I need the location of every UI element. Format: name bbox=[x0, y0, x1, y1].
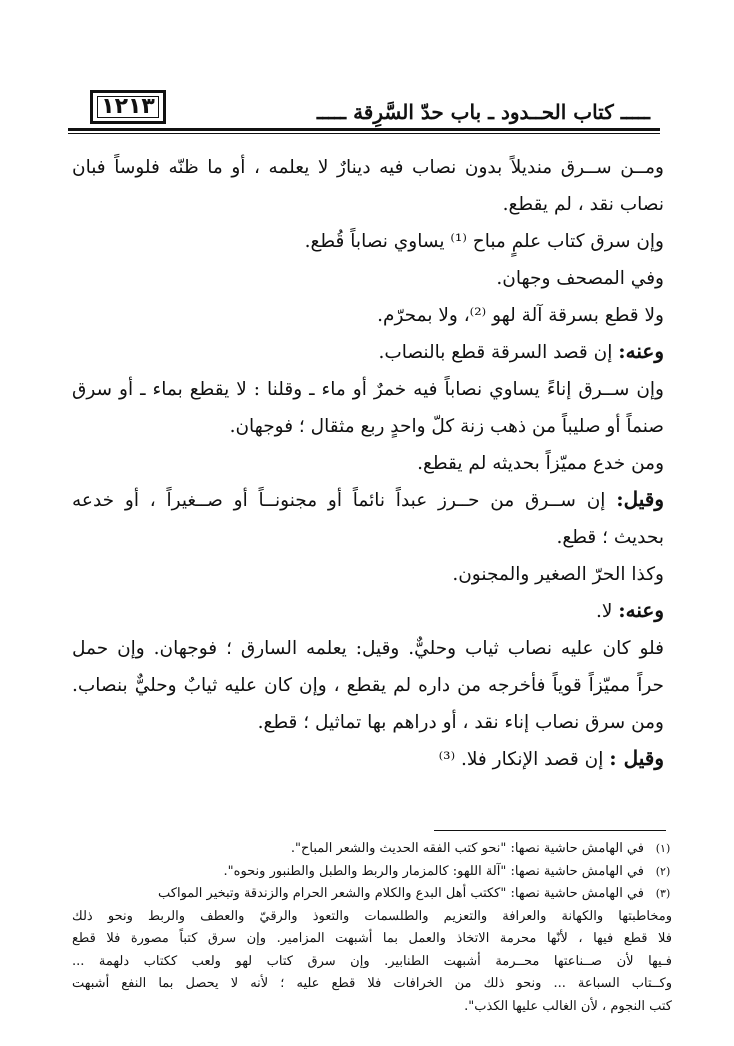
text-line: نصاب نقد ، لم يقطع. bbox=[502, 194, 664, 215]
running-title: ـــــ كتاب الحــدود ـ باب حدّ السَّرِقة ـــــ bbox=[316, 100, 650, 124]
text-line: بحديث ؛ قطع. bbox=[556, 527, 664, 548]
text-line: وفي المصحف وجهان. bbox=[496, 268, 664, 289]
footnote bbox=[72, 838, 672, 861]
footnote-continuation: كتب النجوم ، لأن الغالب عليها الكذب". bbox=[464, 998, 672, 1014]
footnote-continuation: فـيها لأن صــناعتها محــرمة أشبهت الطنابير. وإن سرق كتاب لهو ولعب ككتاب دلهمة ... bbox=[72, 953, 672, 969]
footnote-number: (١) bbox=[655, 842, 671, 855]
text-line: وإن سرق كتاب علمٍ مباح ⁽¹⁾ يساوي نصاباً قُطع. bbox=[304, 231, 664, 252]
footnote-continuation: وكــتاب السباعة ... ونحو ذلك من الخرافات فلا قطع عليه ؛ لأنه لا يحصل بما النفع أشبهت bbox=[72, 976, 672, 991]
footnotes bbox=[72, 838, 672, 1018]
footnote-continuation: ومخاطبتها والكهانة والعرافة والتعزيم والطلسمات والتعوذ والرقيّ والعطف والربط ونحو ذلك bbox=[72, 908, 672, 924]
page-header bbox=[68, 88, 660, 138]
header-rule bbox=[68, 128, 660, 131]
text-line: ومن خدع مميّزاً بحديثه لم يقطع. bbox=[417, 453, 664, 474]
text-line: وإن ســرق إناءً يساوي نصاباً فيه خمرٌ أو ماء ـ وقلنا : لا يقطع بماء ـ أو سرق bbox=[72, 379, 664, 400]
footnote-number: (٢) bbox=[655, 864, 671, 878]
text-line: وكذا الحرّ الصغير والمجنون. bbox=[452, 564, 664, 585]
footnote bbox=[72, 883, 672, 906]
text-line: وعنه: لا. bbox=[595, 598, 664, 622]
text-line: صنماً أو صليباً من ذهب زنة كلّ واحدٍ ربع مثقال ؛ فوجهان. bbox=[229, 416, 664, 437]
footnote bbox=[72, 861, 672, 884]
text-line: وقيل : إن قصد الإنكار فلا. ⁽³⁾ bbox=[438, 746, 664, 770]
footnote-text: في الهامش حاشية نصها: "آلة اللهو: كالمزمار والربط والطبل والطنبور ونحوه". bbox=[223, 863, 644, 879]
main-text bbox=[72, 148, 664, 777]
footnote-number: (٣) bbox=[655, 887, 671, 900]
text-line: حراً مميّزاً قوياً فأخرجه من داره لم يقطع ، وإن كان عليه ثيابٌ وحليٌّ بنصاب. bbox=[72, 675, 664, 696]
footnote-continuation: فلا قطع فيها ، لأنّها محرمة الاتخاذ والعمل بما أشبهت المزامير. وإن سرق كتباً مصورة فلا قطع bbox=[72, 931, 672, 946]
text-line: وقيل: إن ســرق من حــرز عبداً نائماً أو مجنونــاً أو صــغيراً ، أو خدعه bbox=[72, 487, 664, 511]
text-line: ومن سرق نصاب إناء نقد ، أو دراهم بها تماثيل ؛ قطع. bbox=[257, 712, 664, 733]
footnote-text: في الهامش حاشية نصها: "ككتب أهل البدع والكلام والشعر الحرام والزندقة وتبخير المواكب bbox=[158, 886, 644, 901]
page-number-box: ١٢١٣ bbox=[90, 90, 166, 124]
text-line: ولا قطع بسرقة آلة لهو ⁽²⁾، ولا بمحرّم. bbox=[377, 305, 664, 326]
text-line: ومــن ســرق منديلاً بدون نصاب فيه دينارٌ لا يعلمه ، أو ما ظنّه فلوساً فبان bbox=[72, 157, 664, 178]
footnote-separator bbox=[434, 830, 666, 831]
text-line: فلو كان عليه نصاب ثياب وحليٌّ. وقيل: يعلمه السارق ؛ فوجهان. وإن حمل bbox=[72, 638, 664, 659]
footnote-text: في الهامش حاشية نصها: "نحو كتب الفقه الحديث والشعر المباح". bbox=[290, 841, 644, 856]
text-line: وعنه: إن قصد السرقة قطع بالنصاب. bbox=[378, 339, 664, 363]
